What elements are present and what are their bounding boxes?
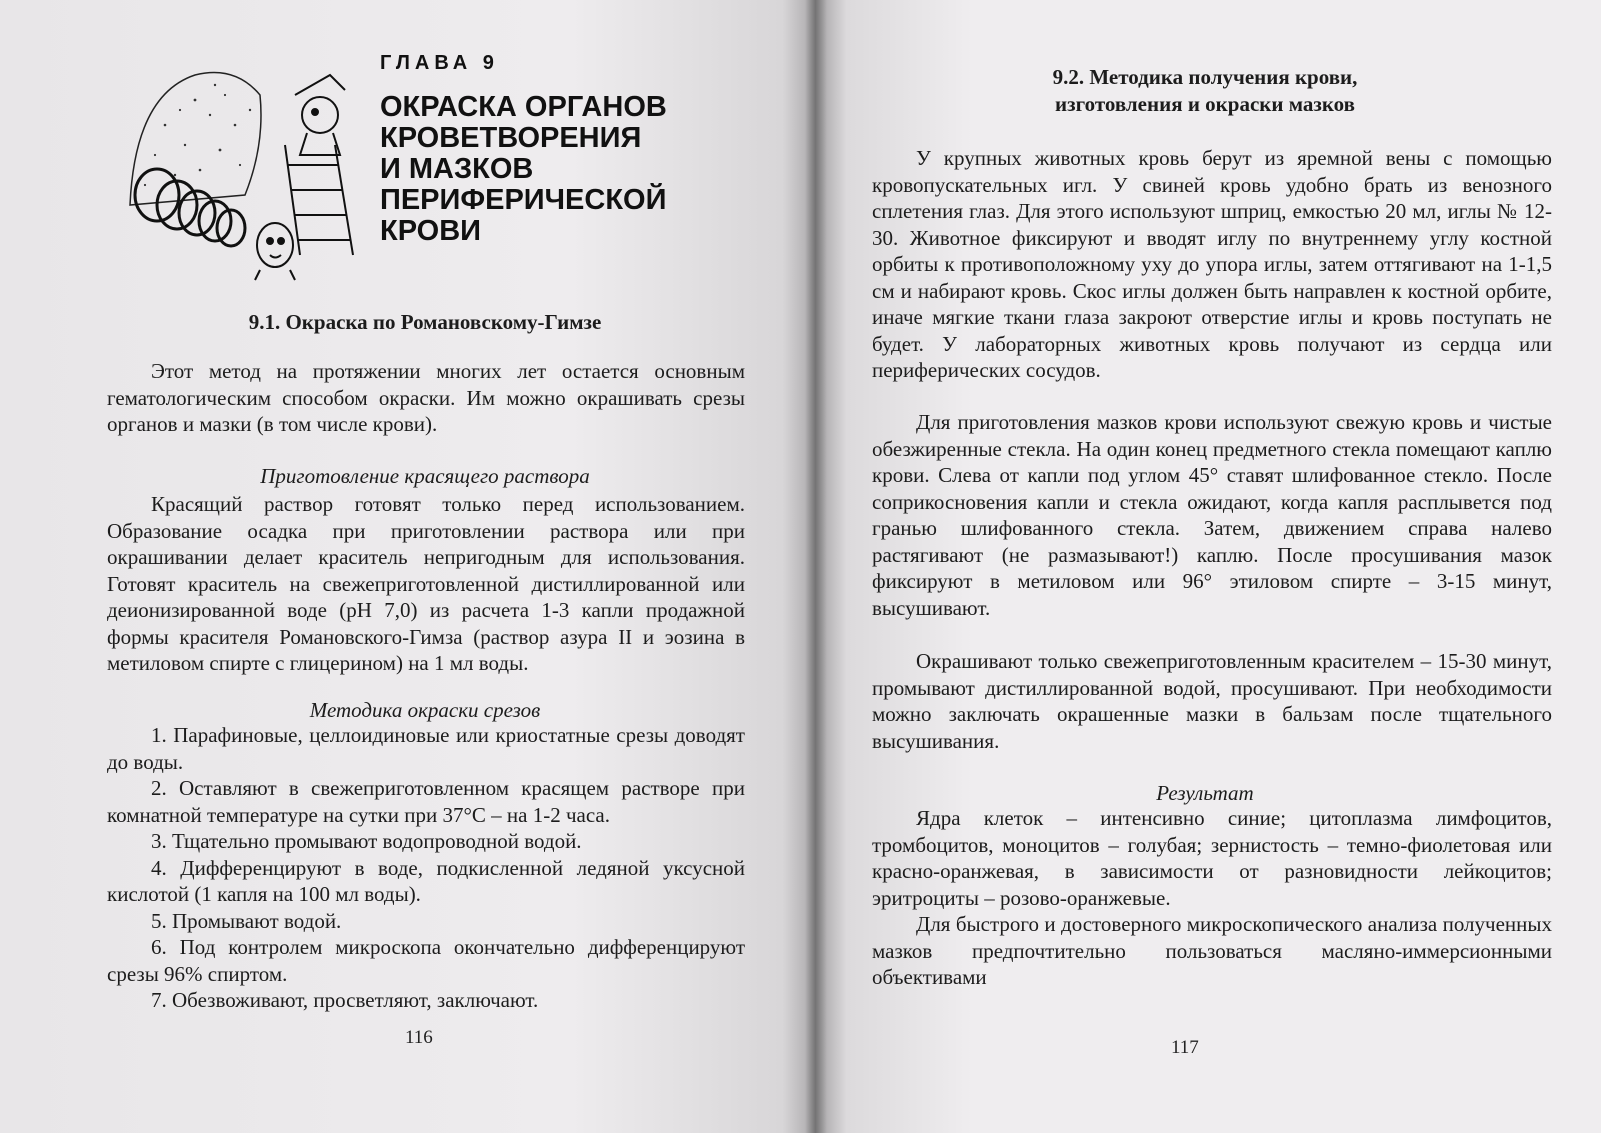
subheading-result: Результат — [1156, 781, 1254, 805]
list-item: 3. Тщательно промывают водопроводной водой. — [151, 829, 582, 853]
chapter-title — [380, 92, 710, 247]
right-page — [815, 0, 1601, 1133]
subheading-method: Методика окраски срезов — [309, 698, 541, 722]
paragraph-smear-preparation: Для приготовления мазков крови используют свежую кровь и чистые обезжиренные стекла. На один конец предметного стекла помещают каплю крови. Слева от капли под углом 45° ставят шлифованное стекло. После соприкосновения капли и стекла ожидают, когда капля расплывется под гранью шлифованного стекла. Затем, движением справа налево растягивают (не размазывают!) каплю. После просушивания мазок фиксируют в метиловом или 96° этиловом спирте – 3-15 минут, высушивают. — [872, 410, 1552, 620]
chapter-illustration — [125, 55, 370, 285]
page-number-left: 116 — [405, 1027, 433, 1048]
list-item: 2. Оставляют в свежеприготовленном красящем растворе при комнатной температуре на сутки при 37°С – на 1-2 часа. — [107, 776, 745, 827]
chapter-title-line: И МАЗКОВ — [380, 153, 534, 185]
intro-paragraph: Этот метод на протяжении многих лет остается основным гематологическим способом окраски. Им можно окрашивать срезы органов и мазки (в том числе крови). — [107, 359, 745, 436]
subheading-solution: Приготовление красящего раствора — [260, 464, 590, 488]
chapter-title-line: ОКРАСКА ОРГАНОВ — [380, 91, 667, 123]
solution-paragraph: Красящий раствор готовят только перед использованием. Образование осадка при приготовлении раствора или при окрашивании делает краситель непригодным для использования. Готовят краситель на свежеприготовленной дистиллированной или деионизированной воде (рН 7,0) из расчета 1-3 капли продажной формы красителя Романовского-Гимза (раствор азура II и эозина в метиловом спирте с глицерином) на 1 мл воды. — [107, 492, 745, 675]
chapter-label: ГЛАВА 9 — [380, 52, 499, 74]
result-paragraph-analysis: Для быстрого и достоверного микроскопического анализа полученных мазков предпочтительно пользоваться масляно-иммерсионными объективами — [872, 912, 1552, 989]
result-paragraph: Ядра клеток – интенсивно синие; цитоплазма лимфоцитов, тромбоцитов, моноцитов – голубая; зернистость – темно-фиолетовая или красно-оранжевая, в зависимости от разновидности лейкоцитов; эритроциты – розово-оранжевые. — [872, 806, 1552, 910]
chapter-title-line: КРОВЕТВОРЕНИЯ — [380, 122, 642, 154]
chapter-title-line: КРОВИ — [380, 215, 482, 247]
list-item: 5. Промывают водой. — [151, 908, 342, 933]
list-item: 6. Под контролем микроскопа окончательно дифференцируют срезы 96% спиртом. — [107, 935, 745, 986]
chapter-title-line: ПЕРИФЕРИЧЕСКОЙ — [380, 184, 667, 216]
page-number-right: 117 — [1171, 1037, 1199, 1058]
list-item: 1. Парафиновые, целлоидиновые или криостатные срезы доводят до воды. — [107, 723, 745, 774]
method-steps-list — [107, 722, 745, 1014]
section-heading-line: изготовления и окраски мазков — [1055, 92, 1355, 116]
section-heading-line: 9.2. Методика получения крови, — [1052, 65, 1358, 89]
section-heading-9-1: 9.1. Окраска по Романовскому-Гимзе — [248, 310, 602, 334]
paragraph-staining: Окрашивают только свежеприготовленным красителем – 15-30 минут, промывают дистиллированной водой, просушивают. При необходимости можно заключать окрашенные мазки в бальзам после тщательного высушивания. — [872, 649, 1552, 753]
list-item: 7. Обезвоживают, просветляют, заключают. — [151, 988, 539, 1012]
section-heading-9-2 — [855, 64, 1555, 118]
paragraph-blood-collection: У крупных животных кровь берут из яремной вены с помощью кровопускательных игл. У свиней кровь удобно брать из венозного сплетения глаз. Для этого используют шприц, емкостью 20 мл, иглы № 12-30. Животное фиксируют и вводят иглу по внутреннему углу костной орбиты к противоположному уху до упора иглы, затем оттягивают на 1-1,5 см и набирают кровь. Скос иглы должен быть направлен к костной орбите, иначе мягкие ткани глаза закроют отверстие иглы и кровь поступать не будет. У лабораторных животных кровь получают из сердца или периферических сосудов. — [872, 146, 1552, 382]
list-item: 4. Дифференцируют в воде, подкисленной ледяной уксусной кислотой (1 капля на 100 мл воды). — [107, 855, 745, 906]
